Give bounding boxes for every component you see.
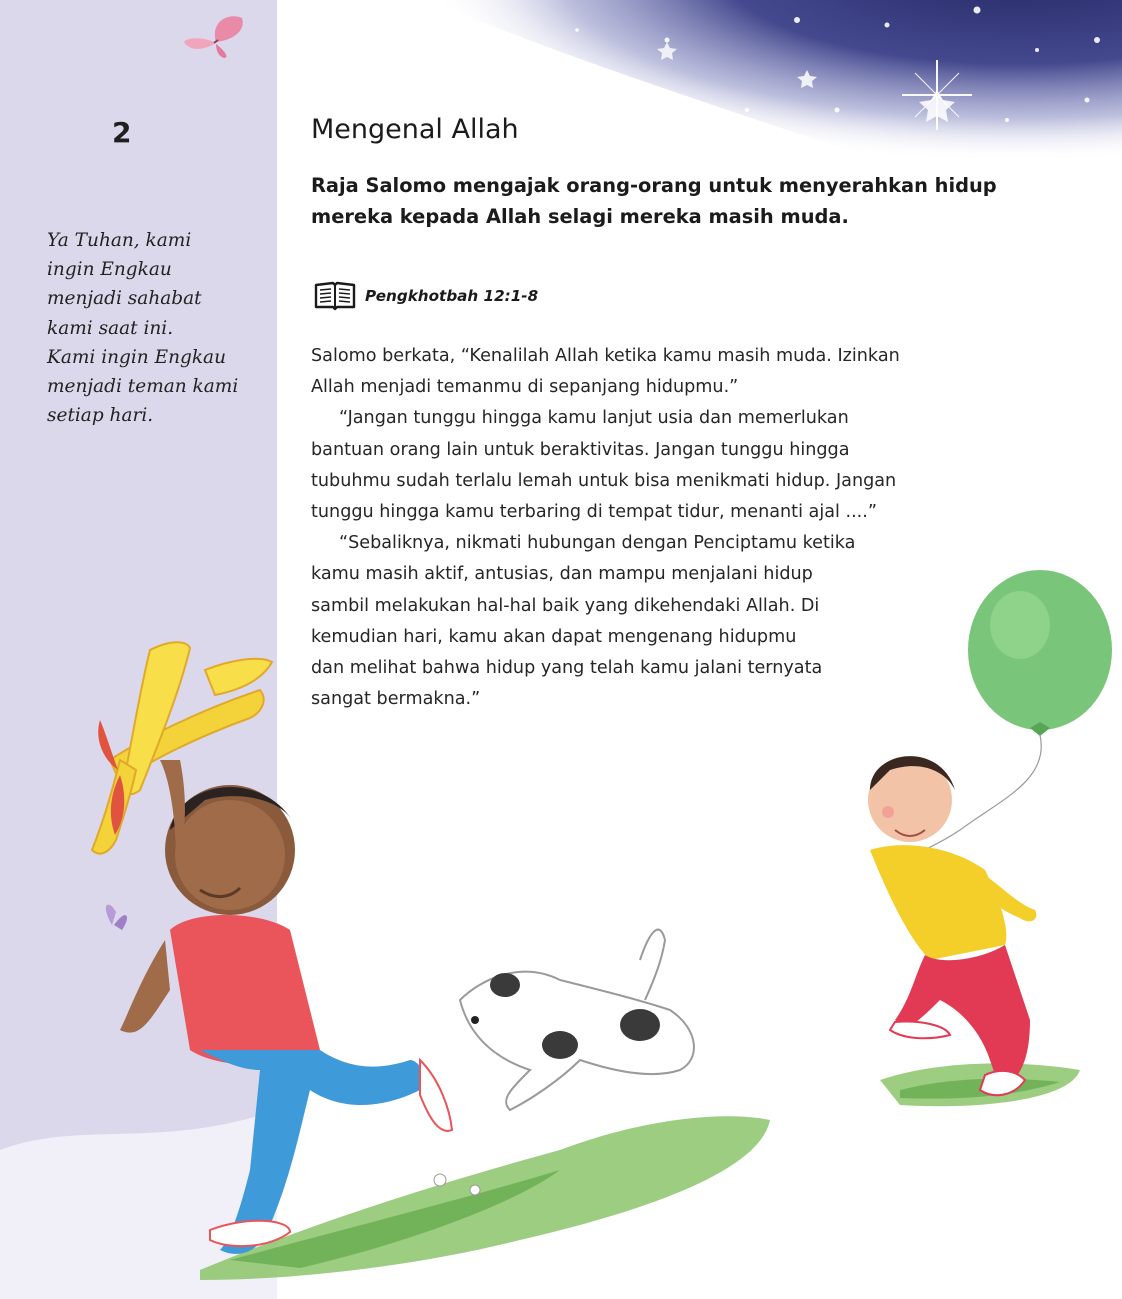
prayer-line: setiap hari. xyxy=(47,405,154,427)
body-line: dan melihat bahwa hidup yang telah kamu jalani ternyata xyxy=(311,658,823,679)
body-line: sangat bermakna.” xyxy=(311,689,481,710)
story-title: Mengenal Allah xyxy=(311,114,519,145)
body-line: Allah menjadi temanmu di sepanjang hidupmu.” xyxy=(311,377,739,398)
story-intro xyxy=(311,170,997,232)
pink-butterfly-illustration xyxy=(180,12,250,60)
scripture-reference xyxy=(313,280,538,312)
body-line: “Jangan tunggu hingga kamu lanjut usia dan memerlukan xyxy=(339,408,849,429)
story-body xyxy=(311,341,900,715)
green-balloon-illustration xyxy=(880,570,1112,870)
body-line: sambil melakukan hal-hal baik yang dikehendaki Allah. Di xyxy=(311,595,820,616)
night-sky-illustration xyxy=(277,0,1122,300)
prayer-text xyxy=(47,226,257,430)
body-line: kamu masih aktif, antusias, dan mampu menjalani hidup xyxy=(311,564,813,585)
prayer-line: Ya Tuhan, kami xyxy=(47,230,192,251)
page-number: 2 xyxy=(112,116,132,149)
body-line: “Sebaliknya, nikmati hubungan dengan Penciptamu ketika xyxy=(339,533,856,554)
sidebar-panel xyxy=(0,0,277,1299)
intro-line: mereka kepada Allah selagi mereka masih muda. xyxy=(311,205,849,228)
body-line: bantuan orang lain untuk beraktivitas. Jangan tunggu hingga xyxy=(311,439,850,460)
body-line: tunggu hingga kamu terbaring di tempat tidur, menanti ajal ....” xyxy=(311,502,877,523)
boy-yellow-shirt-illustration xyxy=(868,756,1036,1095)
grass-illustration xyxy=(200,1063,1080,1280)
reference-text: Pengkhotbah 12:1-8 xyxy=(365,287,539,305)
prayer-line: kami saat ini. xyxy=(47,317,174,339)
body-line: kemudian hari, kamu akan dapat mengenang hidupmu xyxy=(311,626,797,647)
body-line: tubuhmu sudah terlalu lemah untuk bisa menikmati hidup. Jangan xyxy=(311,470,897,491)
dog-illustration xyxy=(460,930,694,1110)
prayer-line: Kami ingin Engkau xyxy=(47,346,226,368)
prayer-line: ingin Engkau xyxy=(47,259,172,281)
intro-line: Raja Salomo mengajak orang-orang untuk menyerahkan hidup xyxy=(311,174,997,197)
book-icon xyxy=(313,280,357,312)
prayer-line: menjadi sahabat xyxy=(47,288,202,310)
body-line: Salomo berkata, “Kenalilah Allah ketika kamu masih muda. Izinkan xyxy=(311,346,900,366)
prayer-line: menjadi teman kami xyxy=(47,376,239,398)
